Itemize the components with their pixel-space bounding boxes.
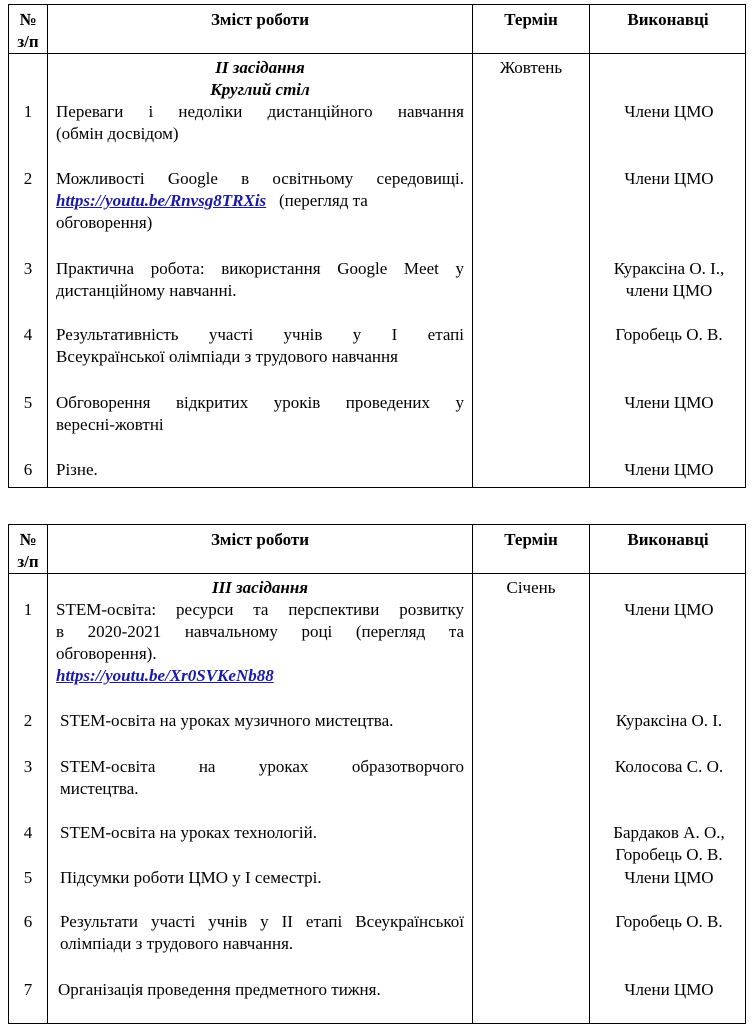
column-divider [472, 525, 473, 1023]
header-term: Термін [504, 10, 558, 29]
header-num: № з/п [17, 530, 39, 571]
column-divider [47, 5, 48, 487]
row-number: 3 [23, 259, 33, 278]
row-executor: Члени ЦМО [624, 102, 714, 121]
term-cell: Січень [506, 578, 556, 597]
row-number: 5 [23, 868, 33, 887]
header-divider [9, 573, 745, 574]
row-content: STEM-освіта: ресурси та перспективи розвитку в 2020-2021 навчальному році (перегляд та обговорення). https://youtu.be/Xr0SVKeNb88 [56, 600, 464, 685]
row-executor: Члени ЦМО [624, 600, 714, 619]
row-executor: Члени ЦМО [624, 460, 714, 479]
row-executor: Бардаков А. О., Горобець О. В. [613, 823, 725, 864]
row-number: 3 [23, 757, 33, 776]
row-executor: Колосова С. О. [614, 757, 724, 776]
row-content: Практична робота: використання Google Meet у дистанційному навчанні. [56, 259, 464, 300]
header-content: Зміст роботи [210, 530, 310, 549]
row-executor: Кураксіна О. І. [615, 711, 723, 730]
meeting-title: ІІІ засідання [211, 578, 309, 597]
row-executor: Члени ЦМО [624, 393, 714, 412]
header-num: № з/п [17, 10, 39, 51]
row-number: 2 [23, 169, 33, 188]
row-content: Обговорення відкритих уроків проведених у вересні-жовтні [56, 393, 464, 434]
header-term: Термін [504, 530, 558, 549]
row-executor: Члени ЦМО [624, 169, 714, 188]
row-number: 4 [23, 823, 33, 842]
row-content: Результати участі учнів у ІІ етапі Всеукраїнської олімпіади з трудового навчання. [60, 912, 464, 953]
row-content: Організація проведення предметного тижня. [58, 980, 381, 999]
row-content: Переваги і недоліки дистанційного навчання (обмін досвідом) [56, 102, 464, 143]
video-link[interactable]: https://youtu.be/Xr0SVKeNb88 [56, 666, 274, 685]
row-content: Результативність участі учнів у І етапі Всеукраїнської олімпіади з трудового навчання [56, 325, 464, 366]
meeting-title: ІІ засідання [215, 58, 305, 77]
column-divider [589, 5, 590, 487]
row-number: 6 [23, 460, 33, 479]
row-number: 6 [23, 912, 33, 931]
row-executor: Горобець О. В. [615, 912, 723, 931]
header-divider [9, 53, 745, 54]
meeting3-table [8, 524, 746, 1024]
meeting2-table [8, 4, 746, 488]
row-number: 5 [23, 393, 33, 412]
row-content: STEM-освіта на уроках музичного мистецтва. [60, 711, 394, 730]
row-executor: Члени ЦМО [624, 980, 714, 999]
video-link[interactable]: https://youtu.be/Rnvsg8TRXis [56, 191, 267, 210]
meeting-subtitle: Круглий стіл [210, 80, 310, 99]
row-number: 1 [23, 600, 33, 619]
row-content: STEM-освіта на уроках технологій. [60, 823, 317, 842]
row-executor: Кураксіна О. І., члени ЦМО [613, 259, 725, 300]
row-content: Різне. [56, 460, 98, 479]
row-content: STEM-освіта на уроках образотворчого мистецтва. [60, 757, 464, 798]
row-content: Можливості Google в освітньому середовищі. https://youtu.be/Rnvsg8TRXis (перегляд та обговорення) [56, 169, 464, 232]
row-number: 2 [23, 711, 33, 730]
row-content: Підсумки роботи ЦМО у І семестрі. [60, 868, 322, 887]
column-divider [47, 525, 48, 1023]
row-number: 1 [23, 102, 33, 121]
row-number: 4 [23, 325, 33, 344]
row-executor: Члени ЦМО [624, 868, 714, 887]
row-number: 7 [23, 980, 33, 999]
term-cell: Жовтень [499, 58, 563, 77]
header-exec: Виконавці [627, 10, 709, 29]
header-content: Зміст роботи [210, 10, 310, 29]
header-exec: Виконавці [627, 530, 709, 549]
column-divider [589, 525, 590, 1023]
row-executor: Горобець О. В. [615, 325, 723, 344]
